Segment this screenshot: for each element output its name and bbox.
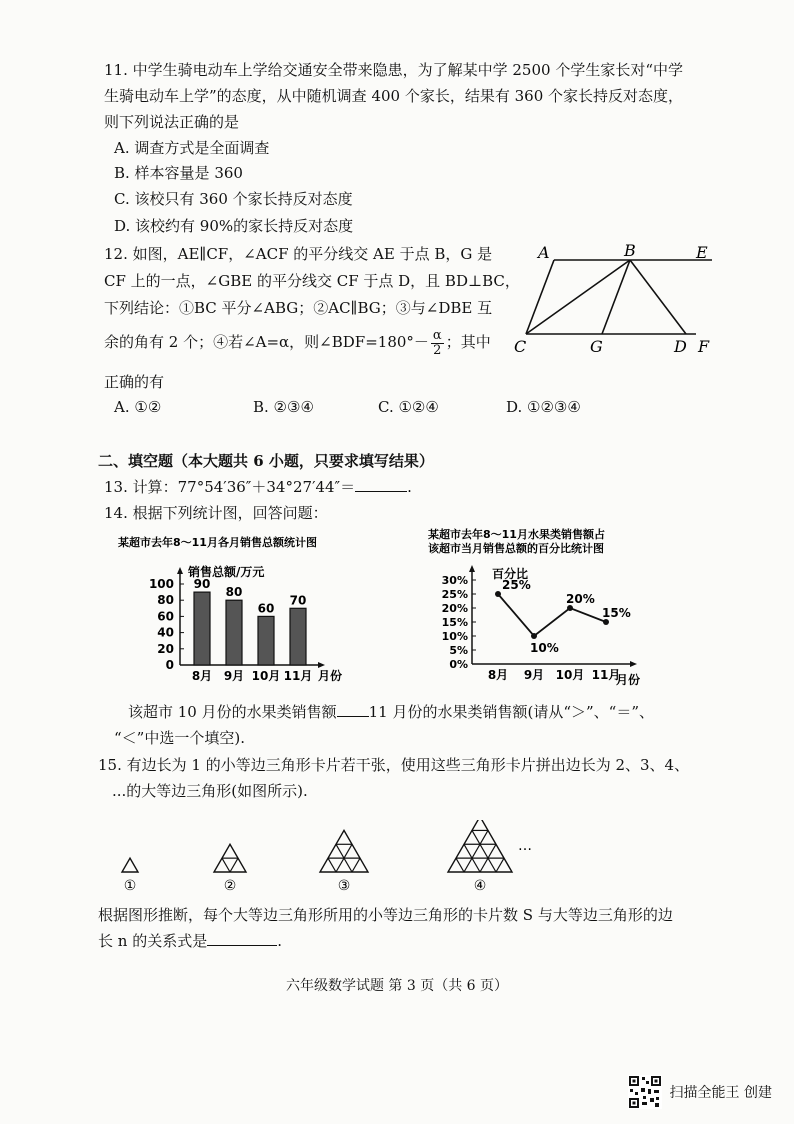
grid-line — [222, 858, 230, 872]
bar-value-label: 60 — [257, 601, 275, 616]
bar-chart — [110, 530, 370, 690]
q11-option-a: A. 调查方式是全面调查 — [114, 139, 270, 157]
grid-line — [456, 858, 464, 872]
figure-label-1: ① — [123, 878, 137, 894]
bar-chart-title: 某超市去年8～11月各月销售总额统计图 — [118, 536, 317, 549]
bar-y-tick-label: 60 — [157, 609, 174, 624]
line-y-tick-label: 15% — [441, 616, 468, 629]
bar-value-label: 70 — [289, 593, 307, 608]
point-label-b: B — [624, 241, 636, 260]
point-label-c: C — [514, 337, 527, 356]
q12-option-d: D. ①②③④ — [506, 398, 581, 416]
q15-answer-blank[interactable] — [207, 931, 277, 946]
bar-category-label: 8月 — [191, 669, 213, 683]
scanner-watermark — [628, 1075, 772, 1109]
q12-line1: 12. 如图，AE∥CF，∠ACF 的平分线交 AE 于点 B，G 是 — [104, 245, 493, 263]
q14-answer-text-b: 11 月份的水果类销售额(请从“＞”、“＝”、 — [368, 703, 655, 721]
q12-geometry-figure — [512, 240, 722, 360]
q11-option-b: B. 样本容量是 360 — [114, 164, 243, 182]
line-y-arrow — [469, 565, 475, 572]
q15-line4: 长 n 的关系式是 . — [98, 932, 282, 950]
line-chart-title-2: 该超市当月销售总额的百分比统计图 — [428, 542, 604, 555]
line-y-tick-label: 5% — [449, 644, 468, 657]
point-label-e: E — [696, 243, 708, 262]
bar — [226, 600, 242, 665]
q14-line: 14. 根据下列统计图，回答问题： — [104, 504, 328, 522]
bar — [194, 592, 210, 665]
bar-y-tick-label: 80 — [157, 593, 174, 608]
q12-line5: 正确的有 — [104, 373, 165, 391]
line-category-label: 10月 — [555, 668, 585, 682]
line-chart-title-1: 某超市去年8～11月水果类销售额占 — [428, 528, 605, 541]
line-value-label: 20% — [566, 592, 595, 606]
bar-category-label: 10月 — [251, 669, 281, 683]
q14-answer-text-a: 该超市 10 月份的水果类销售额 — [128, 703, 337, 721]
q14-answer-blank[interactable] — [337, 702, 369, 717]
line-chart-xlabel: 月份 — [616, 673, 641, 687]
bar-category-label: 9月 — [223, 669, 245, 683]
point-label-d: D — [674, 337, 687, 356]
big-triangle — [320, 830, 368, 872]
q13-text: 13. 计算：77°54′36″＋34°27′44″＝ — [104, 478, 356, 496]
q11-line1: 11. 中学生骑电动车上学给交通安全带来隐患，为了解某中学 2500 个学生家长对“中学 — [104, 61, 684, 79]
line-value-label: 25% — [502, 578, 531, 592]
bar-y-tick-label: 0 — [165, 658, 174, 672]
bar-value-label: 90 — [193, 577, 211, 592]
q15-line2: ...的大等边三角形(如图所示). — [112, 782, 308, 800]
bar-y-tick-label: 20 — [157, 641, 174, 656]
bar-chart-ylabel: 销售总额/万元 — [188, 565, 265, 579]
bar-x-arrow — [318, 662, 325, 668]
figure-label-2: ② — [223, 878, 237, 894]
q12-line4 — [104, 326, 491, 358]
q12-line3: 下列结论：①BC 平分∠ABG；②AC∥BG；③与∠DBE 互 — [104, 299, 493, 317]
bar-chart-xlabel: 月份 — [318, 669, 343, 683]
qr-code-icon — [628, 1075, 662, 1109]
bar-y-arrow — [177, 567, 183, 574]
grid-line — [496, 858, 504, 872]
line-point — [495, 591, 501, 597]
q13-answer-blank[interactable] — [355, 477, 407, 492]
scanner-watermark-text: 扫描全能王 创建 — [669, 1085, 772, 1101]
q15-line3: 根据图形推断，每个大等边三角形所用的小等边三角形的卡片数 S 与大等边三角形的边 — [98, 906, 673, 924]
q14-answer-line — [128, 702, 654, 722]
figure-label-4: ④ — [473, 878, 487, 894]
grid-line — [230, 858, 238, 872]
bar-y-tick-label: 100 — [148, 577, 174, 591]
line-point — [531, 633, 537, 639]
big-triangle — [122, 858, 138, 872]
line-y-tick-label: 25% — [441, 588, 468, 601]
line-y-tick-label: 30% — [441, 574, 468, 587]
continuation-dots: … — [518, 838, 532, 854]
q12-line4-end: ；其中 — [445, 333, 491, 351]
bar — [258, 616, 274, 665]
q11-option-d: D. 该校约有 90%的家长持反对态度 — [114, 217, 354, 235]
q14-answer-line2: “＜”中选一个填空). — [114, 729, 245, 747]
line-value-label: 15% — [602, 606, 631, 620]
page-footer: 六年级数学试题 第 3 页（共 6 页） — [285, 978, 509, 994]
line-chart-ylabel: 百分比 — [492, 567, 529, 581]
figure-label-3: ③ — [337, 878, 351, 894]
point-label-f: F — [698, 337, 710, 356]
big-triangle — [448, 820, 512, 872]
q11-option-c: C. 该校只有 360 个家长持反对态度 — [114, 190, 353, 208]
line-y-tick-label: 20% — [441, 602, 468, 615]
line-y-tick-label: 10% — [441, 630, 468, 643]
alpha-over-2-fraction: $\frac{\alpha}{2}$ — [432, 327, 442, 358]
q12-option-c: C. ①②④ — [378, 398, 439, 416]
line-chart — [420, 524, 650, 690]
q15-line1: 15. 有边长为 1 的小等边三角形卡片若干张，使用这些三角形卡片拼出边长为 2、3、4、 — [98, 756, 690, 774]
q12-line2: CF 上的一点，∠GBE 的平分线交 CF 于点 D，且 BD⊥BC， — [104, 272, 520, 290]
grid-line — [328, 858, 336, 872]
q12-option-a: A. ①② — [114, 398, 162, 416]
line-category-label: 8月 — [487, 668, 509, 682]
point-label-g: G — [590, 337, 603, 356]
q11-line2: 生骑电动车上学”的态度，从中随机调查 400 个家长，结果有 360 个家长持反对态度， — [104, 87, 684, 105]
q13-line: 13. 计算：77°54′36″＋34°27′44″＝ . — [104, 478, 412, 496]
point-label-a: A — [538, 243, 550, 262]
triangle-figures — [110, 820, 540, 896]
line-y-tick-label: 0% — [449, 658, 468, 671]
line-category-label: 11月 — [591, 668, 621, 682]
bar-value-label: 80 — [225, 585, 243, 600]
section-2-title: 二、填空题（本大题共 6 小题，只要求填写结果） — [98, 452, 434, 470]
grid-line — [352, 858, 360, 872]
bar-category-label: 11月 — [283, 669, 313, 683]
line-value-label: 10% — [530, 641, 559, 655]
q12-option-b: B. ②③④ — [253, 398, 314, 416]
bar — [290, 608, 306, 665]
q11-line3: 则下列说法正确的是 — [104, 113, 240, 131]
line-x-arrow — [630, 661, 637, 667]
line-category-label: 9月 — [523, 668, 545, 682]
bar-y-tick-label: 40 — [157, 625, 174, 640]
q12-line4-text: 余的角有 2 个；④若∠A=α，则∠BDF=180°－ — [104, 333, 429, 351]
q15-line4-text: 长 n 的关系式是 — [98, 932, 208, 950]
